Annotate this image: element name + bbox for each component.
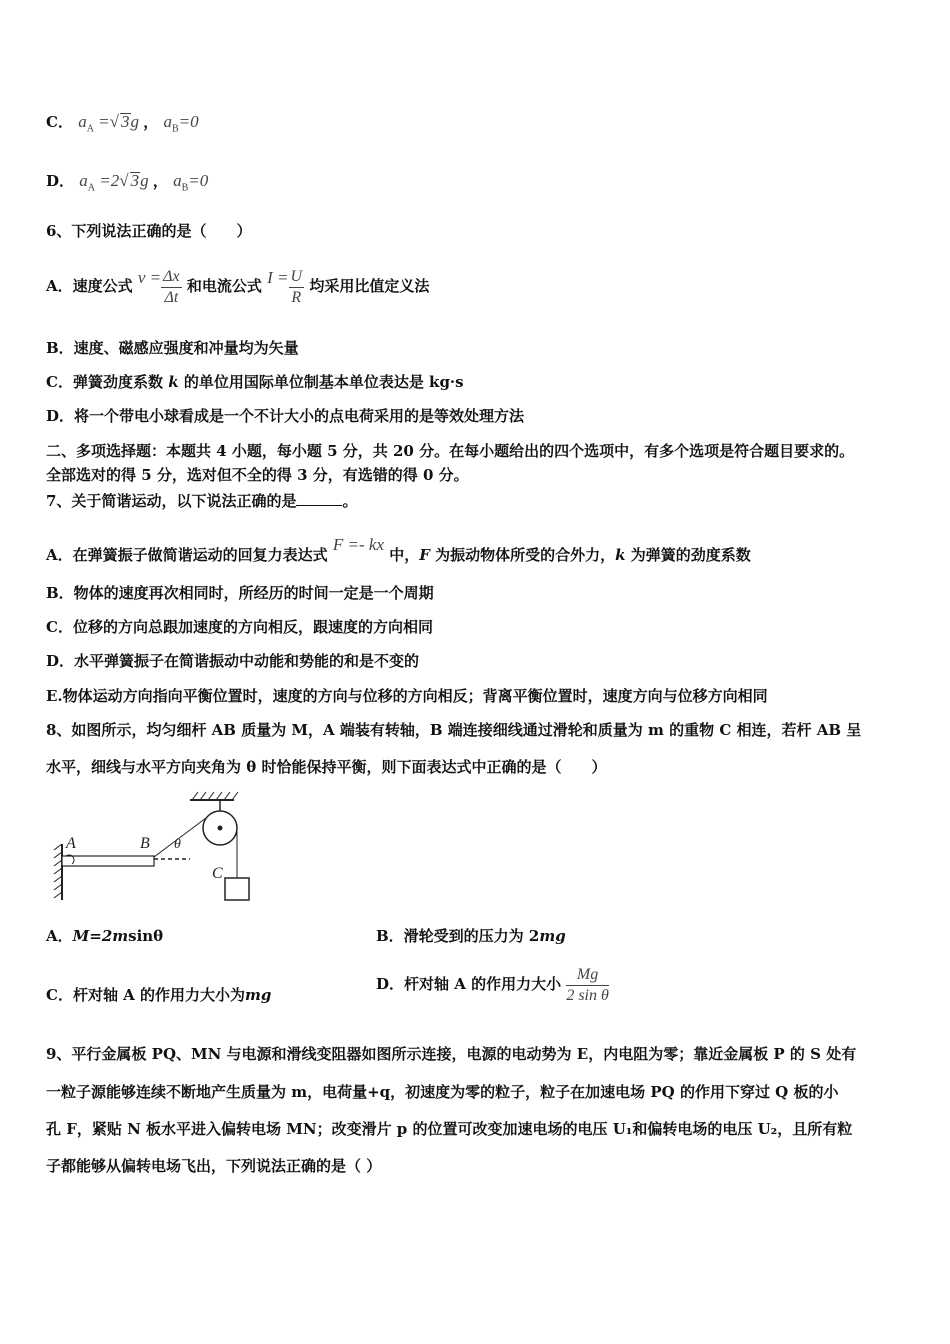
q9-line-1: 9、平行金属板 PQ、MN 与电源和滑线变阻器如图所示连接，电源的电动势为 E，内电阻为零；靠近金属板 P 的 S 处有 [46,1045,857,1063]
q7-option-a [46,530,751,570]
fraction-numerator: U [289,267,305,288]
q6-option-b: B．速度、磁感应强度和冲量均为矢量 [46,339,299,357]
current-symbol: I = [267,268,289,287]
label-b: B [140,835,150,852]
formula-d-b [173,171,209,194]
mg-symbol: mg [245,986,272,1004]
q7-stem [46,491,357,511]
q7-option-e: E.物体运动方向指向平衡位置时，速度的方向与位移的方向相反；背离平衡位置时，速度方向与位移方向相同 [46,687,768,705]
q8-option-d [376,962,609,1006]
option-a-mid1: 中， [389,546,420,564]
option-a-prefix: A． [46,927,73,945]
option-a-suffix: 均采用比值定义法 [309,277,430,295]
option-a-suffix: 为弹簧的劲度系数 [630,546,751,564]
wall-hatching [54,844,62,898]
accel-b: a [163,112,172,131]
option-a-mid2: 为振动物体所受的合外力， [435,546,616,564]
fraction-denominator: 2 sin θ [566,986,609,1004]
option-label: C． [46,113,73,131]
section-2-line-2: 全部选对的得 5 分，选对但不全的得 3 分，有选错的得 0 分。 [46,466,469,484]
section-2-line-1: 二、多项选择题：本题共 4 小题，每小题 5 分，共 20 分。在每小题给出的四个选项中，有多个选项是符合题目要求的。 [46,442,855,460]
fraction-denominator: Δt [164,288,179,306]
q8-option-a [46,926,163,946]
q6-option-a [46,258,429,308]
q8-stem-line-2: 水平，细线与水平方向夹角为 θ 时恰能保持平衡，则下面表达式中正确的是（ ） [46,758,607,776]
option-a-mid: 和电流公式 [186,277,262,295]
equals: = [98,112,110,131]
formula-c-b [163,112,199,135]
comma: ， [143,113,159,131]
comma: ， [152,172,168,190]
accel-a: a [78,112,87,131]
formula-d: $a_A =2√$ 3g [79,171,149,194]
q5-option-c [46,112,199,139]
label-a: A [66,835,76,852]
f-symbol: F [419,546,430,564]
weight-c [225,878,249,900]
option-a-suffix: sinθ [128,927,164,945]
sqrt-value: 3 [130,171,140,190]
g-symbol: g [130,112,139,131]
option-c-suffix: 的单位用国际单位制基本单位表达是 kg·s [183,373,464,391]
option-a-prefix: A．在弹簧振子做简谐运动的回复力表达式 [46,546,328,564]
restoring-force-formula: F =- kx [332,535,384,554]
q7-stem-text: 7、关于简谐运动，以下说法正确的是 [46,492,297,510]
fraction-numerator: Δx [161,267,182,288]
q6-stem: 6、下列说法正确的是（ ） [46,222,252,240]
k-symbol: k [615,546,626,564]
answer-blank [296,491,342,506]
accel-a: a [79,171,88,190]
g-symbol: g [140,171,149,190]
fraction-denominator: R [291,288,302,306]
sub-b: B [172,123,179,135]
q8-stem-line-1: 8、如图所示，均匀细杆 AB 质量为 M，A 端装有转轴，B 端连接细线通过滑轮和质量为 m 的重物 C 相连，若杆 AB 呈 [46,721,862,739]
pulley-axle [218,826,223,831]
option-b-prefix: B．滑轮受到的压力为 2 [376,927,540,945]
formula-c: $a_A$ =√ 3g [78,112,139,135]
q9-line-4: 子都能够从偏转电场飞出，下列说法正确的是（ ） [46,1157,382,1175]
ceiling-hatching [192,792,238,800]
q8-option-c [46,985,271,1005]
q7-option-b: B．物体的速度再次相同时，所经历的时间一定是一个周期 [46,584,434,602]
fraction-ohm [289,267,305,308]
q6-option-c [46,372,464,392]
q7-stem-end: 。 [342,492,358,510]
q9-line-2: 一粒子源能够连续不断地产生质量为 m，电荷量+q，初速度为零的粒子，粒子在加速电场 PQ 的作用下穿过 Q 板的小 [46,1083,839,1101]
rod-ab [62,856,154,866]
sub-b: B [181,182,189,194]
equals-zero: =0 [188,171,209,190]
fraction-mg [566,965,609,1006]
sub-a: A [87,182,95,194]
q7-option-c: C．位移的方向总跟加速度的方向相反，跟速度的方向相同 [46,618,433,636]
q8-option-b [376,926,566,946]
q5-option-d [46,171,208,198]
label-c: C [212,865,223,882]
equals-zero: =0 [178,112,199,131]
option-label: D． [46,172,75,190]
q9-line-3: 孔 F，紧贴 N 板水平进入偏转电场 MN；改变滑片 p 的位置可改变加速电场的电压 U₁和偏转电场的电压 U₂，且所有粒 [46,1120,853,1138]
lever-pulley-diagram [44,786,264,906]
sqrt-value: 3 [121,112,130,131]
mg-symbol: mg [539,927,566,945]
k-symbol: k [168,373,179,391]
fraction-numerator: Mg [566,965,609,986]
sub-a: A [86,123,94,135]
option-c-prefix: C．弹簧劲度系数 [46,373,163,391]
accel-b: a [173,171,182,190]
q7-option-d: D．水平弹簧振子在简谐振动中动能和势能的和是不变的 [46,652,420,670]
velocity-symbol: v = [137,268,162,287]
option-c-prefix: C．杆对轴 A 的作用力大小为 [46,986,246,1004]
option-a-formula: M=2m [72,927,129,945]
equals-two: =2 [99,171,120,190]
option-d-prefix: D．杆对轴 A 的作用力大小 [376,975,562,993]
option-a-prefix: A．速度公式 [46,277,133,295]
fraction-delta [161,267,182,308]
q6-option-d: D．将一个带电小球看成是一个不计大小的点电荷采用的是等效处理方法 [46,407,525,425]
label-theta: θ [174,837,181,852]
